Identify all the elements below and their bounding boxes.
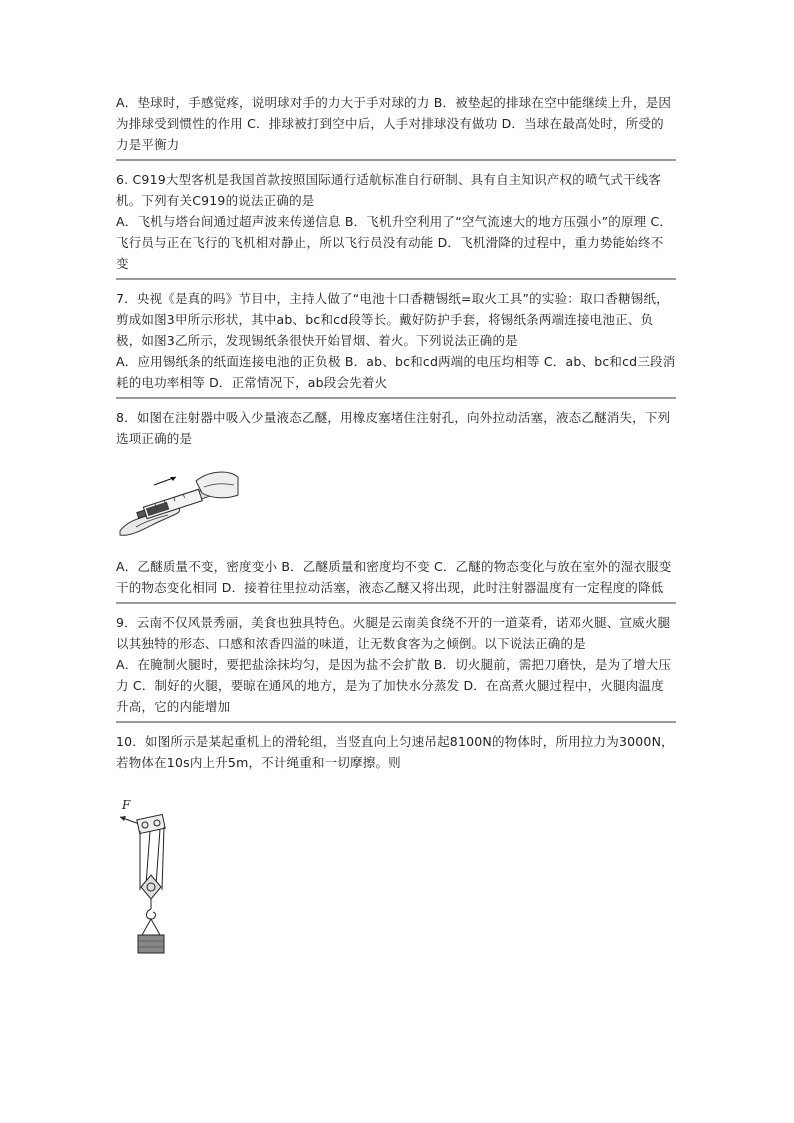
q9-options: A．在腌制火腿时，要把盐涂抹均匀，是因为盐不会扩散 B．切火腿前，需把刀磨快，是为了增大压力 C．制好的火腿，要晾在通风的地方，是为了加快水分蒸发 D．在高煮火腿过程中，火腿肉温度升高，它的内能增加 (116, 657, 672, 714)
divider (116, 397, 676, 399)
force-label: F (122, 798, 131, 812)
q9-stem: 9．云南不仅风景秀丽，美食也独具特色。火腿是云南美食绕不开的一道菜肴，诺邓火腿、宣威火腿以其独特的形态、口感和浓香四溢的味道，让无数食客为之倾倒。以下说法正确的是 (116, 615, 671, 651)
divider (116, 602, 676, 604)
q10-stem: 10．如图所示是某起重机上的滑轮组，当竖直向上匀速吊起8100N的物体时，所用拉力为3000N，若物体在10s内上升5m，不计绳重和一切摩擦。则 (116, 734, 674, 770)
q8-options: A．乙醚质量不变，密度变小 B．乙醚质量和密度均不变 C．乙醚的物态变化与放在室外的湿衣服变干的物态变化相同 D．接着往里拉动活塞，液态乙醚又将出现，此时注射器温度有一定程度的降低 (116, 559, 672, 595)
divider (116, 159, 676, 161)
q5-options: A．垫球时，手感觉疼，说明球对手的力大于手对球的力 B．被垫起的排球在空中能继续上升，是因为排球受到惯性的作用 C．排球被打到空中后，人手对排球没有做功 D．当球在最高处时，所受的力是平衡力 (116, 95, 672, 152)
syringe-hand-illustration (116, 459, 241, 544)
q8-stem: 8．如图在注射器中吸入少量液态乙醚，用橡皮塞堵住注射孔，向外拉动活塞，液态乙醚消失，下列选项正确的是 (116, 410, 671, 446)
document-page (116, 92, 676, 972)
divider (116, 721, 676, 723)
q6-stem: 6. C919大型客机是我国首款按照国际通行适航标准自行研制、具有自主知识产权的喷气式干线客机。下列有关C919的说法正确的是 (116, 172, 662, 208)
pulley-figure (116, 795, 676, 964)
q7-options: A．应用锡纸条的纸面连接电池的正负极 B．ab、bc和cd两端的电压均相等 C．ab、bc和cd三段消耗的电功率相等 D．正常情况下，ab段会先着火 (116, 354, 676, 390)
syringe-figure (116, 459, 676, 548)
q7-stem: 7．央视《是真的吗》节目中，主持人做了“电池十口香糖锡纸=取火工具”的实验：取口香糖锡纸，剪成如图3甲所示形状，其中ab、bc和cd段等长。戴好防护手套，将锡纸条两端连接电池正、负极，如图3乙所示，发现锡纸条很快开始冒烟、着火。下列说法正确的是 (116, 291, 669, 348)
divider (116, 278, 676, 280)
q6-options: A．飞机与塔台间通过超声波来传递信息 B．飞机升空利用了“空气流速大的地方压强小”的原理 C．飞行员与正在飞行的飞机相对静止，所以飞行员没有动能 D．飞机滑降的过程中，重力势能始终不变 (116, 214, 673, 271)
pulley-system-illustration (116, 795, 186, 960)
